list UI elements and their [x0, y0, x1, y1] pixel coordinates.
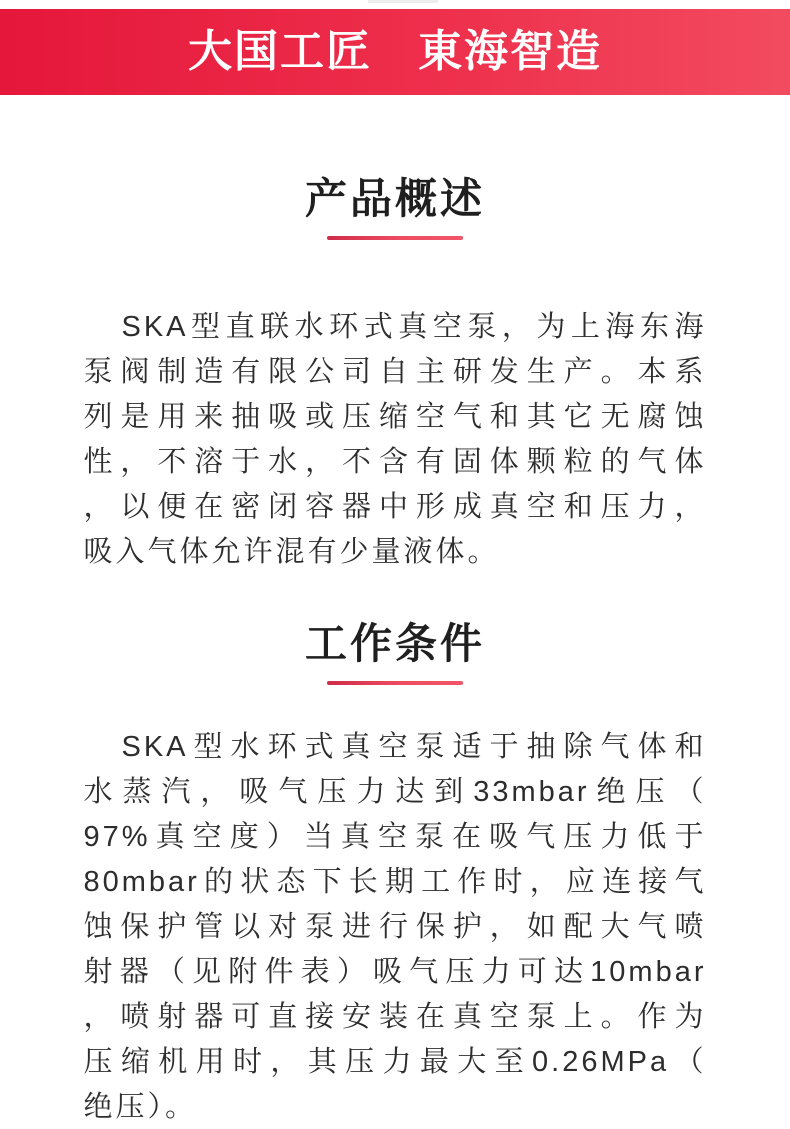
paragraph-line: 性，不溶于水，不含有固体颗粒的气体 [83, 446, 707, 478]
paragraph-line: SKA型水环式真空泵适于抽除气体和 [121, 731, 707, 763]
paragraph-line: 压缩机用时，其压力最大至0.26MPa（ [83, 1046, 707, 1078]
paragraph-product-overview [84, 305, 707, 575]
paragraph-line: 吸入气体允许混有少量液体。 [83, 536, 500, 568]
paragraph-line: 水蒸汽，吸气压力达到33mbar绝压（ [83, 776, 707, 808]
heading-underline [327, 236, 463, 240]
paragraph-line: 绝压）。 [83, 1091, 198, 1123]
top-notch-divider [368, 0, 438, 3]
paragraph-line: 97%真空度）当真空泵在吸气压力低于 [83, 821, 707, 853]
paragraph-line: SKA型直联水环式真空泵，为上海东海 [121, 311, 707, 343]
paragraph-working-conditions [84, 725, 707, 1129]
paragraph-line: 80mbar的状态下长期工作时，应连接气 [83, 866, 707, 898]
paragraph-line: 泵阀制造有限公司自主研发生产。本系 [83, 356, 707, 388]
paragraph-line: 射器（见附件表）吸气压力可达10mbar [83, 956, 707, 988]
section-heading-product-overview: 产品概述 [304, 175, 485, 222]
section-heading-working-conditions: 工作条件 [304, 620, 485, 667]
brand-banner [0, 9, 790, 95]
paragraph-line: 蚀保护管以对泵进行保护，如配大气喷 [83, 911, 707, 943]
paragraph-line: ，以便在密闭容器中形成真空和压力， [83, 491, 707, 523]
section-product-overview [0, 175, 790, 575]
section-working-conditions [0, 620, 790, 1129]
heading-underline [327, 681, 463, 685]
banner-title: 大国工匠 東海智造 [188, 27, 602, 76]
paragraph-line: 列是用来抽吸或压缩空气和其它无腐蚀 [83, 401, 707, 433]
paragraph-line: ，喷射器可直接安装在真空泵上。作为 [83, 1001, 707, 1033]
